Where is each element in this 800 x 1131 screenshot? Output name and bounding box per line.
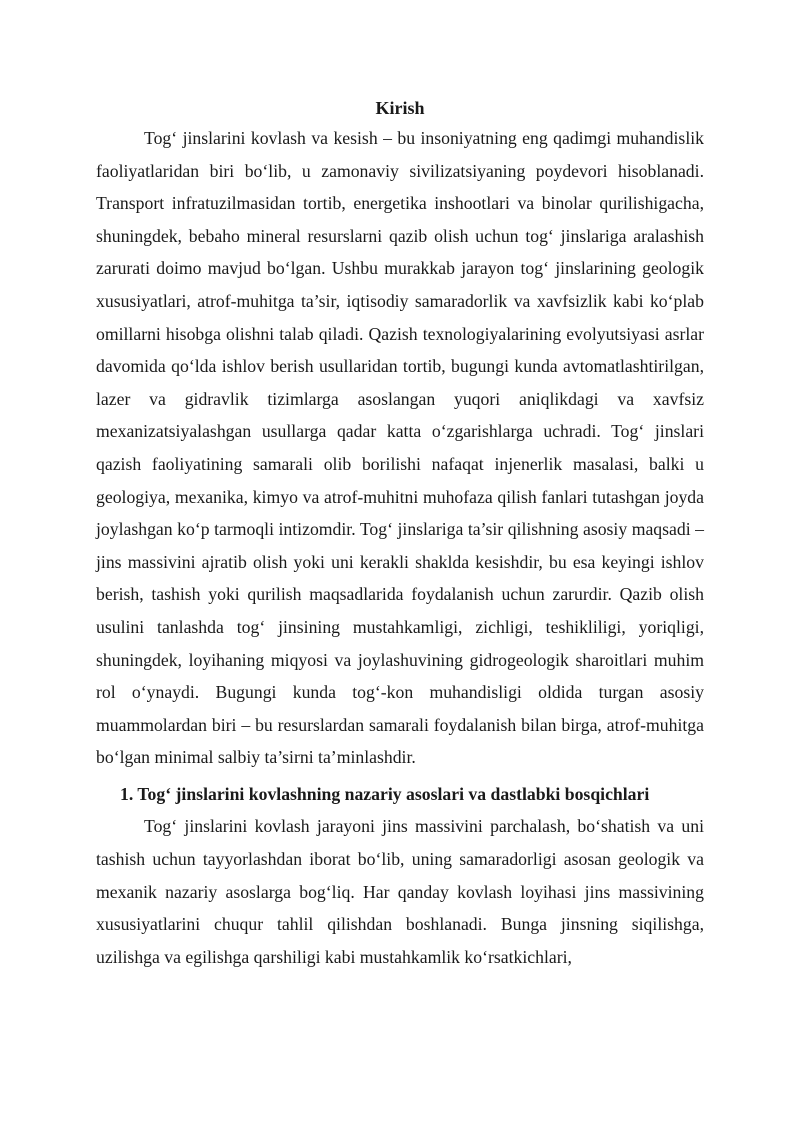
document-page bbox=[96, 96, 704, 973]
intro-paragraph: Tog‘ jinslarini kovlash va kesish – bu insoniyatning eng qadimgi muhandislik faoliyatlaridan biri bo‘lib, u zamonaviy sivilizatsiyaning poydevori hisoblanadi. Transport infratuzilmasidan tortib, energetika inshootlari va binolar qurilishigacha, shuningdek, bebaho mineral resurslarni qazib olish uchun tog‘ jinslariga aralashish zarurati doimo mavjud bo‘lgan. Ushbu murakkab jarayon tog‘ jinslarining geologik xususiyatlari, atrof-muhitga ta’sir, iqtisodiy samaradorlik va xavfsizlik kabi ko‘plab omillarni hisobga olishni talab qiladi. Qazish texnologiyalarining evolyutsiyasi asrlar davomida qo‘lda ishlov berish usullaridan tortib, bugungi kunda avtomatlashtirilgan, lazer va gidravlik tizimlarga asoslangan yuqori aniqlikdagi va xavfsiz mexanizatsiyalashgan usullarga qadar katta o‘zgarishlarga uchradi. Tog‘ jinslari qazish faoliyatining samarali olib borilishi nafaqat injenerlik masalasi, balki u geologiya, mexanika, kimyo va atrof-muhitni muhofaza qilish fanlari tutashgan joyda joylashgan ko‘p tarmoqli intizomdir. Tog‘ jinslariga ta’sir qilishning asosiy maqsadi – jins massivini ajratib olish yoki uni kerakli shaklda kesishdir, bu esa keyingi ishlov berish, tashish yoki qurilish maqsadlarida foydalanish uchun zarurdir. Qazib olish usulini tanlashda tog‘ jinsining mustahkamligi, zichligi, teshikliligi, yoriqligi, shuningdek, loyihaning miqyosi va joylashuvining gidrogeologik sharoitlari muhim rol o‘ynaydi. Bugungi kunda tog‘-kon muhandisligi oldida turgan asosiy muammolardan biri – bu resurslardan samarali foydalanish bilan birga, atrof-muhitga bo‘lgan minimal salbiy ta’sirni ta’minlashdir. bbox=[96, 128, 704, 768]
page-title: Kirish bbox=[375, 98, 425, 118]
section-paragraph: Tog‘ jinslarini kovlash jarayoni jins massivini parchalash, bo‘shatish va uni tashish uchun tayyorlashdan iborat bo‘lib, uning samaradorligi asosan geologik va mexanik nazariy asoslarga bog‘liq. Har qanday kovlash loyihasi jins massivining xususiyatlarini chuqur tahlil qilishdan boshlanadi. Bunga jinsning siqilishga, uzilishga va egilishga qarshiligi kabi mustahkamlik ko‘rsatkichlari, bbox=[96, 816, 704, 967]
section-heading: 1. Tog‘ jinslarini kovlashning nazariy asoslari va dastlabki bosqichlari bbox=[120, 783, 650, 804]
